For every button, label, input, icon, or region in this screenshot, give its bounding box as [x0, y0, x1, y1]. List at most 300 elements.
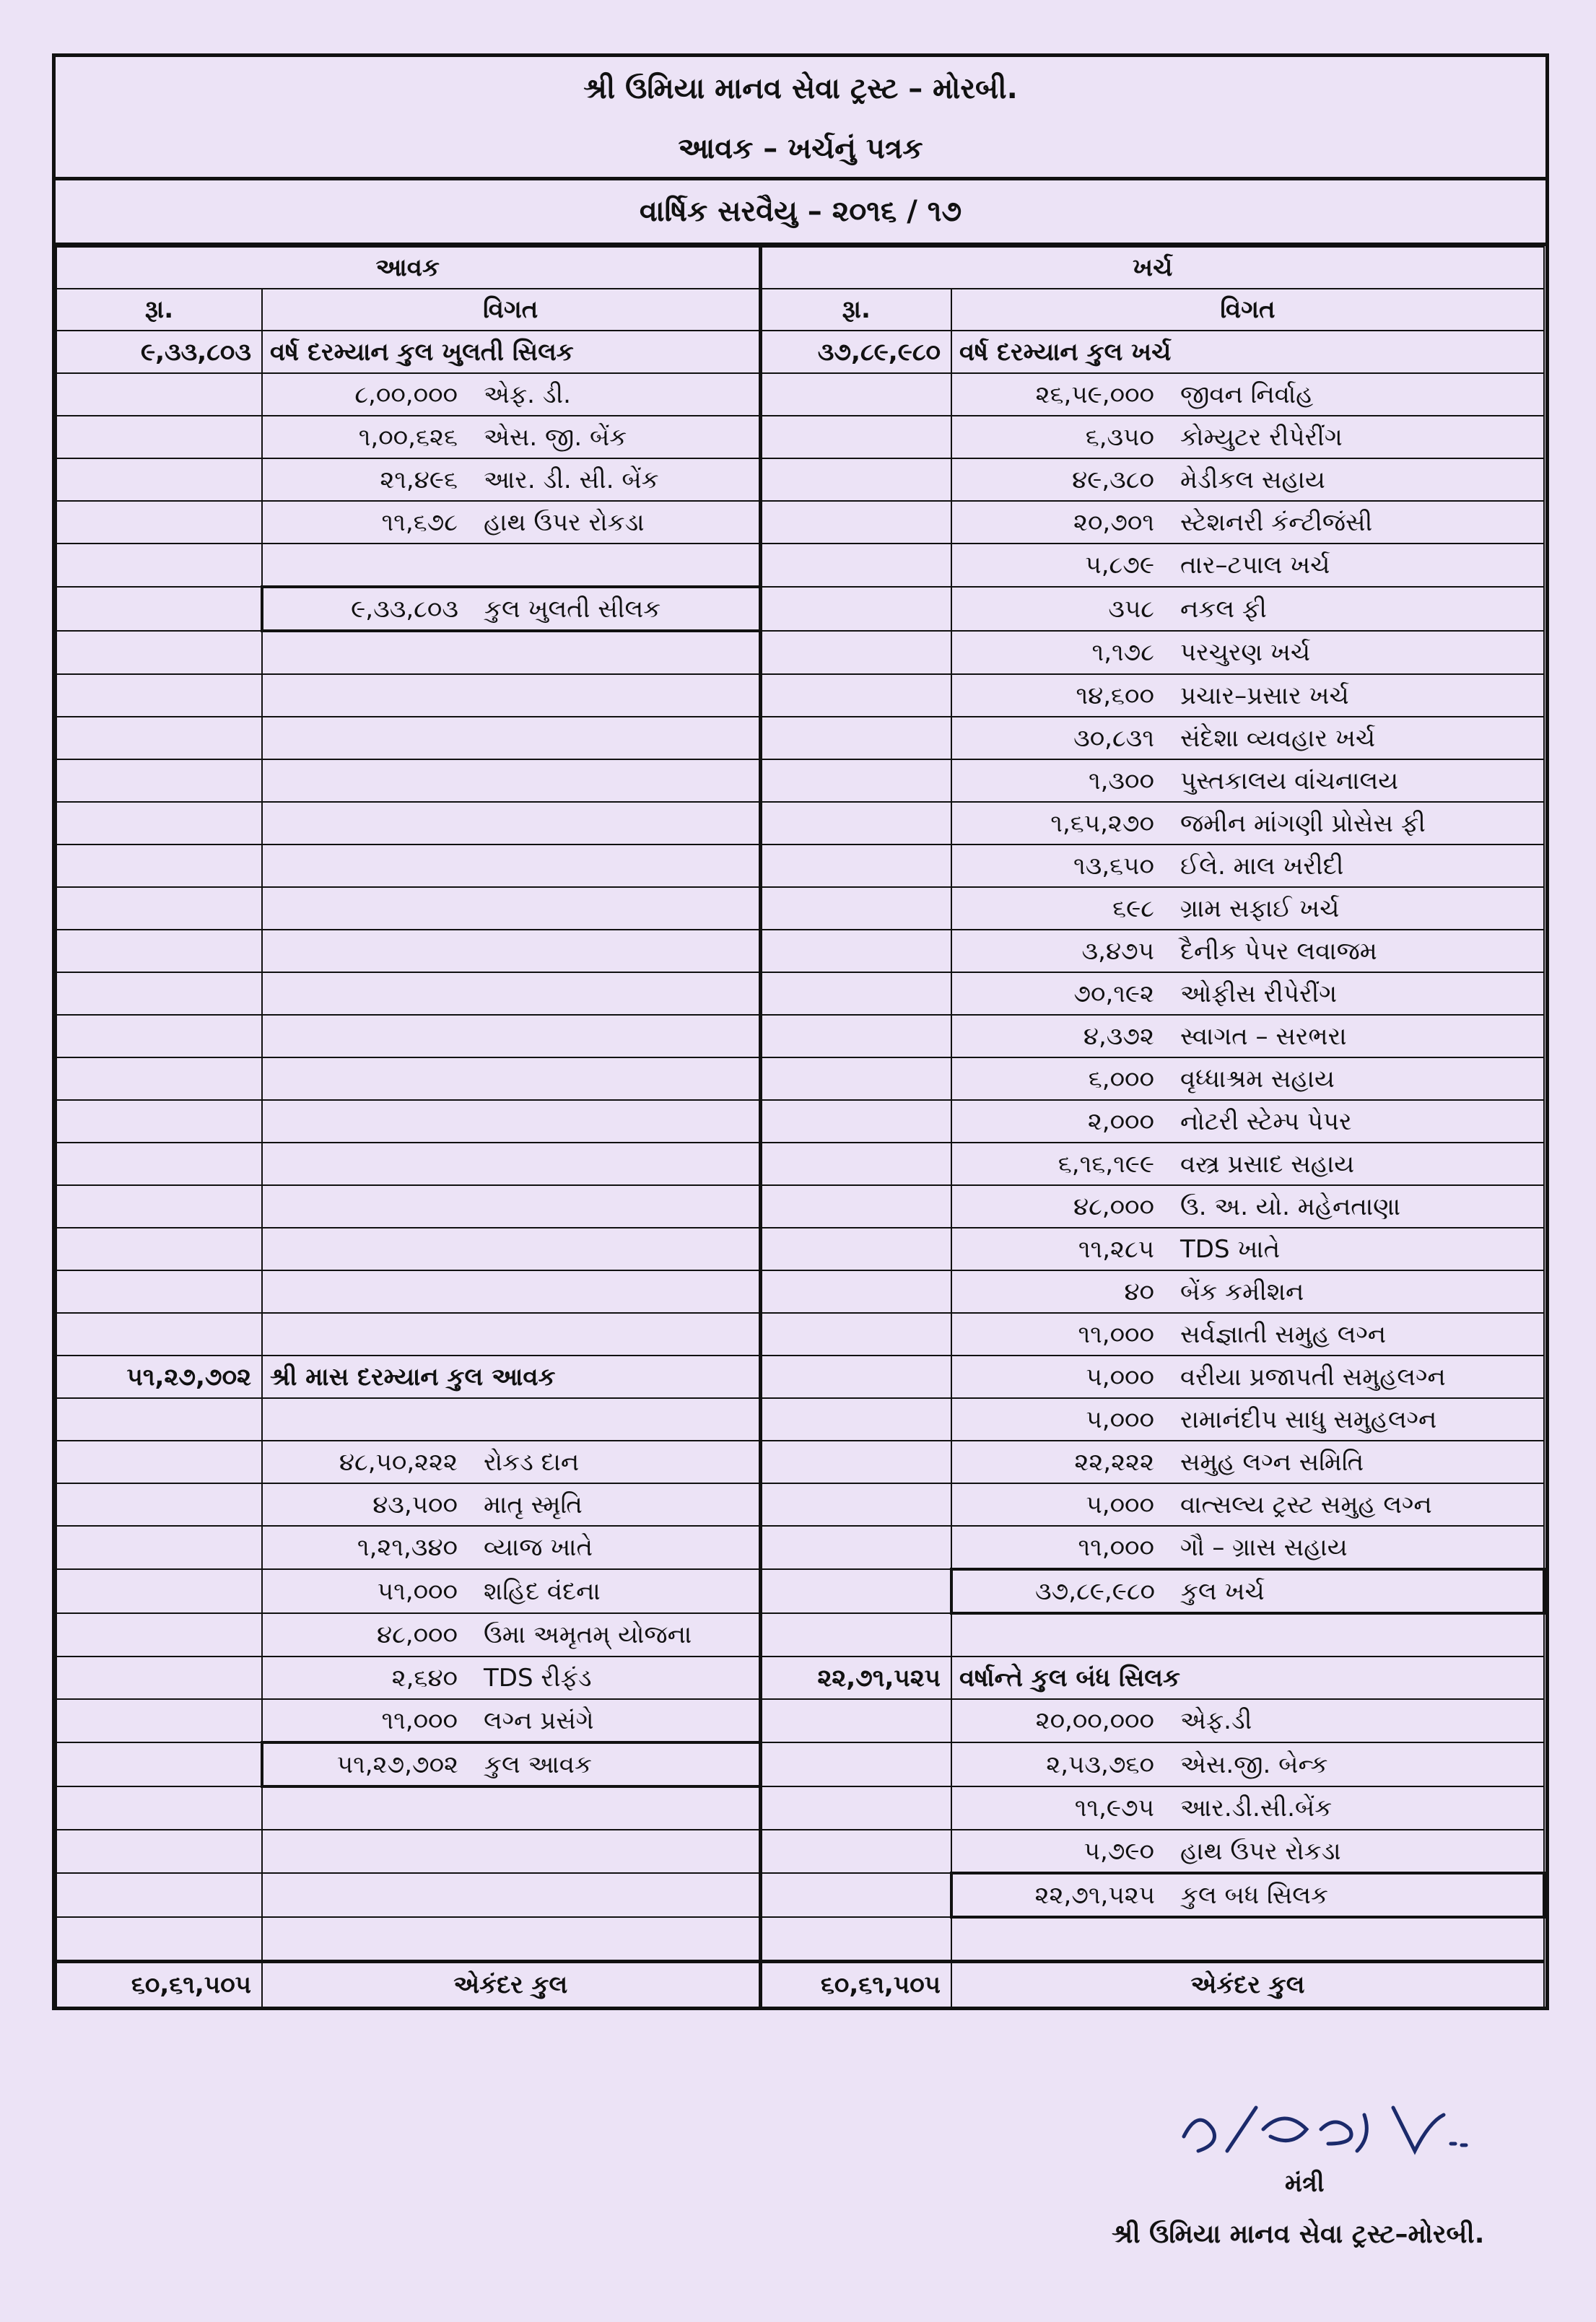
income-amount	[56, 501, 262, 544]
table-row	[56, 501, 1544, 544]
table-row	[56, 802, 1544, 844]
expense-detail-label: હાથ ઉપર રોકડા	[1180, 1836, 1341, 1866]
expense-sub-amount: ૧,૧૭૮	[1091, 638, 1154, 667]
expense-amount	[760, 1398, 951, 1441]
income-detail	[262, 1143, 760, 1185]
expense-detail	[951, 930, 1544, 972]
income-amount: ૯,૩૩,૮૦૩	[56, 331, 262, 373]
income-detail-label: શહિદ વંદના	[484, 1576, 601, 1606]
income-detail-label: કુલ આવક	[484, 1750, 592, 1779]
expense-detail	[951, 1143, 1544, 1185]
expense-grand-total: ૬૦,૬૧,૫૦૫	[760, 1962, 951, 2007]
expense-amount	[760, 844, 951, 887]
expense-detail-label: જમીન માંગણી પ્રોસેસ ફી	[1180, 808, 1426, 838]
expense-sub-amount: ૬૯૮	[1112, 894, 1154, 923]
table-row	[56, 1699, 1544, 1742]
income-amount	[56, 1742, 262, 1786]
income-amount	[56, 1057, 262, 1100]
expense-amount	[760, 1057, 951, 1100]
expense-rs-head: રૂા.	[760, 289, 951, 331]
income-amount	[56, 1917, 262, 1962]
table-row	[56, 1057, 1544, 1100]
expense-amount	[760, 1742, 951, 1786]
expense-detail-label: દૈનીક પેપર લવાજમ	[1180, 936, 1377, 966]
income-sub-amount: ૫૧,૨૭,૭૦૨	[336, 1750, 458, 1779]
table-row	[56, 1830, 1544, 1873]
expense-sub-amount: ૪૮,૦૦૦	[1073, 1192, 1154, 1221]
statement-subtitle: આવક – ખર્ચનું પત્રક	[56, 121, 1545, 180]
expense-amount	[760, 1613, 951, 1657]
expense-amount	[760, 887, 951, 930]
expense-detail-label: વર્ષાન્તે કુલ બંધ સિલક	[959, 1663, 1180, 1693]
expense-amount	[760, 373, 951, 416]
table-row	[56, 1270, 1544, 1313]
expense-detail	[951, 674, 1544, 717]
expense-detail	[951, 1873, 1544, 1917]
expense-sub-amount: ૩૦,૮૩૧	[1073, 723, 1154, 753]
income-sub-amount: ૮,૦૦,૦૦૦	[354, 380, 458, 409]
expense-detail	[951, 1356, 1544, 1398]
expense-grand-total-label: એકંદર કુલ	[951, 1962, 1544, 2007]
income-detail-label: ઉમા અમૃતમ્ યોજના	[484, 1620, 692, 1649]
expense-detail	[951, 458, 1544, 501]
expense-amount	[760, 802, 951, 844]
income-detail	[262, 1270, 760, 1313]
income-detail-label: લગ્ન પ્રસંગે	[484, 1706, 594, 1735]
table-row	[56, 1313, 1544, 1356]
income-detail	[262, 717, 760, 759]
expense-detail	[951, 887, 1544, 930]
expense-detail	[951, 1057, 1544, 1100]
expense-amount: ૩૭,૮૯,૯૮૦	[760, 331, 951, 373]
table-row	[56, 458, 1544, 501]
income-amount	[56, 674, 262, 717]
expense-amount	[760, 1483, 951, 1526]
expense-amount	[760, 1228, 951, 1270]
income-amount	[56, 1313, 262, 1356]
table-row	[56, 587, 1544, 631]
income-detail-label: આર. ડી. સી. બેંક	[484, 465, 659, 494]
section-header-row	[56, 247, 1544, 289]
income-detail	[262, 1699, 760, 1742]
table-row	[56, 1613, 1544, 1657]
income-detail	[262, 1356, 760, 1398]
income-detail	[262, 1483, 760, 1526]
income-detail	[262, 1873, 760, 1917]
income-sub-amount: ૧૧,૦૦૦	[381, 1706, 458, 1735]
income-amount	[56, 1699, 262, 1742]
income-amount	[56, 458, 262, 501]
income-amount	[56, 1015, 262, 1057]
expense-amount	[760, 1786, 951, 1830]
table-row	[56, 759, 1544, 802]
income-detail	[262, 458, 760, 501]
income-sub-amount: ૪૩,૫૦૦	[372, 1490, 458, 1519]
income-sub-amount: ૧૧,૬૭૮	[381, 507, 458, 537]
expense-detail-label: સમુહ લગ્ન સમિતિ	[1180, 1447, 1364, 1477]
expense-sub-amount: ૧૧,૦૦૦	[1078, 1532, 1154, 1562]
signatory-role: મંત્રી	[1285, 2169, 1325, 2198]
income-sub-amount: ૧,૨૧,૩૪૦	[357, 1533, 458, 1562]
expense-amount	[760, 416, 951, 458]
income-amount	[56, 631, 262, 674]
expense-amount	[760, 1185, 951, 1228]
expense-detail-label: સ્ટેશનરી કંન્ટીજંસી	[1180, 507, 1373, 537]
expense-amount	[760, 501, 951, 544]
expense-detail	[951, 844, 1544, 887]
expense-sub-amount: ૨,૦૦૦	[1087, 1107, 1154, 1136]
table-row	[56, 1228, 1544, 1270]
expense-detail	[951, 1742, 1544, 1786]
expense-amount	[760, 1143, 951, 1185]
expense-detail-label: સર્વજ્ઞાતી સમુહ લગ્ન	[1180, 1319, 1387, 1349]
income-detail	[262, 1786, 760, 1830]
table-row	[56, 1569, 1544, 1613]
expense-sub-amount: ૧૧,૦૦૦	[1078, 1319, 1154, 1349]
income-sub-amount: ૧,૦૦,૬૨૬	[358, 422, 458, 452]
table-row	[56, 1657, 1544, 1699]
expense-amount	[760, 759, 951, 802]
income-detail	[262, 887, 760, 930]
table-row	[56, 887, 1544, 930]
expense-detail-label: નોટરી સ્ટેમ્પ પેપર	[1180, 1107, 1352, 1136]
income-detail	[262, 1657, 760, 1699]
table-row	[56, 1917, 1544, 1962]
income-amount	[56, 1100, 262, 1143]
expense-amount	[760, 1313, 951, 1356]
expense-detail	[951, 1830, 1544, 1873]
income-amount	[56, 759, 262, 802]
table-row	[56, 972, 1544, 1015]
income-amount	[56, 1569, 262, 1613]
expense-amount	[760, 972, 951, 1015]
expense-detail-label: એફ.ડી	[1180, 1706, 1252, 1735]
expense-detail-label: પુસ્તકાલય વાંચનાલય	[1180, 766, 1399, 795]
table-row	[56, 1526, 1544, 1569]
income-sub-amount: ૨,૬૪૦	[391, 1663, 458, 1693]
income-detail	[262, 1526, 760, 1569]
expense-detail	[951, 1526, 1544, 1569]
expense-detail-label: વાત્સલ્ય ટ્રસ્ટ સમુહ લગ્ન	[1180, 1490, 1432, 1519]
table-row	[56, 930, 1544, 972]
income-amount	[56, 1786, 262, 1830]
expense-sub-amount: ૨,૫૩,૭૬૦	[1046, 1750, 1154, 1779]
income-detail	[262, 1613, 760, 1657]
expense-detail	[951, 631, 1544, 674]
expense-sub-amount: ૬,૩૫૦	[1085, 422, 1154, 452]
income-head: આવક	[56, 247, 760, 289]
expense-detail	[951, 1270, 1544, 1313]
accounts-table	[56, 246, 1545, 2007]
expense-amount	[760, 1015, 951, 1057]
income-amount	[56, 1185, 262, 1228]
expense-detail-label: વરીયા પ્રજાપતી સમુહલગ્ન	[1180, 1362, 1446, 1392]
expense-sub-amount: ૭૦,૧૯૨	[1073, 979, 1154, 1008]
income-amount	[56, 1873, 262, 1917]
income-amount	[56, 972, 262, 1015]
income-amount	[56, 1483, 262, 1526]
expense-detail-label: આર.ડી.સી.બેંક	[1180, 1794, 1333, 1823]
table-row	[56, 1100, 1544, 1143]
expense-amount	[760, 1356, 951, 1398]
expense-detail	[951, 331, 1544, 373]
expense-head: ખર્ચ	[760, 247, 1544, 289]
expense-sub-amount: ૧,૩૦૦	[1088, 766, 1154, 795]
income-detail	[262, 1100, 760, 1143]
expense-sub-amount: ૩૭,૮૯,૯૮૦	[1034, 1576, 1155, 1606]
expense-detail-label: બેંક કમીશન	[1180, 1277, 1304, 1306]
expense-sub-amount: ૬,૦૦૦	[1088, 1064, 1154, 1094]
income-detail	[262, 1057, 760, 1100]
expense-detail-label: કુલ ખર્ચ	[1181, 1576, 1265, 1606]
income-amount	[56, 887, 262, 930]
income-detail	[262, 802, 760, 844]
expense-detail	[951, 1015, 1544, 1057]
income-detail	[262, 759, 760, 802]
income-detail	[262, 1313, 760, 1356]
expense-detail	[951, 802, 1544, 844]
income-detail	[262, 844, 760, 887]
expense-sub-amount: ૫,૭૯૦	[1083, 1836, 1154, 1866]
income-amount	[56, 1398, 262, 1441]
income-detail	[262, 416, 760, 458]
income-detail	[262, 544, 760, 587]
income-grand-total-label: એકંદર કુલ	[262, 1962, 760, 2007]
income-rs-head: રૂા.	[56, 289, 262, 331]
expense-detail-label: TDS ખાતે	[1180, 1234, 1281, 1264]
income-detail	[262, 1441, 760, 1483]
income-amount: ૫૧,૨૭,૭૦૨	[56, 1356, 262, 1398]
income-detail-label: કુલ ખુલતી સીલક	[484, 594, 661, 624]
income-detail	[262, 331, 760, 373]
expense-detail-label: સંદેશા વ્યવહાર ખર્ચ	[1180, 723, 1376, 753]
expense-sub-amount: ૪૦	[1124, 1277, 1154, 1306]
expense-sub-amount: ૪,૩૭૨	[1083, 1021, 1154, 1051]
income-detail-label: વર્ષ દરમ્યાન કુલ ખુલતી સિલક	[270, 337, 574, 367]
expense-detail	[951, 1657, 1544, 1699]
income-detail	[262, 1398, 760, 1441]
income-detail-label: TDS રીફંડ	[484, 1663, 592, 1693]
income-detail	[262, 1742, 760, 1786]
expense-detail	[951, 1313, 1544, 1356]
income-detail	[262, 1015, 760, 1057]
income-detail-label: વ્યાજ ખાતે	[484, 1533, 593, 1562]
table-row	[56, 1873, 1544, 1917]
trust-title: શ્રી ઉમિયા માનવ સેવા ટ્રસ્ટ – મોરબી.	[583, 72, 1018, 105]
expense-amount	[760, 1270, 951, 1313]
income-detail-label: એસ. જી. બેંક	[484, 422, 627, 452]
expense-sub-amount: ૫,૦૦૦	[1086, 1362, 1154, 1392]
expense-detail	[951, 1398, 1544, 1441]
table-row	[56, 1483, 1544, 1526]
expense-sub-amount: ૨૦,૦૦,૦૦૦	[1035, 1706, 1154, 1735]
expense-amount	[760, 1699, 951, 1742]
expense-detail-label: કુલ બધ સિલક	[1181, 1880, 1328, 1910]
expense-amount: ૨૨,૭૧,૫૨૫	[760, 1657, 951, 1699]
expense-detail-label: તાર–ટપાલ ખર્ચ	[1180, 551, 1330, 580]
income-amount	[56, 1613, 262, 1657]
expense-sub-amount: ૧૧,૯૭૫	[1074, 1794, 1154, 1823]
income-amount	[56, 1228, 262, 1270]
expense-detail	[951, 1786, 1544, 1830]
income-sub-amount: ૨૧,૪૯૬	[380, 465, 458, 494]
expense-detail-label: સ્વાગત – સરભરા	[1180, 1021, 1347, 1051]
expense-detail-label: મેડીકલ સહાય	[1180, 465, 1325, 494]
income-detail-label: હાથ ઉપર રોકડા	[484, 507, 645, 537]
income-sub-amount: ૫૧,૦૦૦	[377, 1576, 458, 1606]
income-detail-label: માતૃ સ્મૃતિ	[484, 1490, 583, 1519]
income-amount	[56, 802, 262, 844]
expense-amount	[760, 1100, 951, 1143]
expense-detail-label: વર્ષ દરમ્યાન કુલ ખર્ચ	[959, 337, 1172, 367]
expense-detail-label: કોમ્યુટર રીપેરીંગ	[1180, 422, 1343, 452]
expense-amount	[760, 1569, 951, 1613]
trust-name-footer: શ્રી ઉમિયા માનવ સેવા ટ્રસ્ટ–મોરબી.	[1112, 2220, 1485, 2249]
expense-detail-label: જીવન નિર્વાહ	[1180, 380, 1314, 409]
expense-detail	[951, 759, 1544, 802]
expense-amount	[760, 930, 951, 972]
expense-amount	[760, 1830, 951, 1873]
expense-amount	[760, 631, 951, 674]
table-row	[56, 544, 1544, 587]
income-sub-amount: ૪૮,૫૦,૨૨૨	[339, 1447, 458, 1477]
income-detail	[262, 1917, 760, 1962]
expense-sub-amount: ૫,૦૦૦	[1086, 1490, 1154, 1519]
expense-detail	[951, 972, 1544, 1015]
income-detail	[262, 1185, 760, 1228]
expense-detail-label: પરચુરણ ખર્ચ	[1180, 638, 1311, 667]
table-row	[56, 631, 1544, 674]
expense-sub-amount: ૧૩,૬૫૦	[1073, 851, 1154, 881]
expense-sub-amount: ૨૨,૭૧,૫૨૫	[1034, 1880, 1155, 1910]
income-amount	[56, 587, 262, 631]
expense-amount	[760, 1917, 951, 1962]
expense-detail	[951, 1100, 1544, 1143]
income-amount	[56, 1143, 262, 1185]
expense-detail	[951, 717, 1544, 759]
expense-detail	[951, 587, 1544, 631]
income-amount	[56, 1526, 262, 1569]
expense-detail	[951, 501, 1544, 544]
expense-amount	[760, 717, 951, 759]
income-amount	[56, 416, 262, 458]
table-row	[56, 1441, 1544, 1483]
table-row	[56, 1143, 1544, 1185]
expense-detail	[951, 1917, 1544, 1962]
expense-amount	[760, 674, 951, 717]
income-amount	[56, 544, 262, 587]
income-detail	[262, 930, 760, 972]
income-sub-amount: ૯,૩૩,૮૦૩	[351, 594, 458, 624]
expense-sub-amount: ૧૧,૨૮૫	[1078, 1234, 1154, 1264]
expense-sub-amount: ૨૨,૨૨૨	[1074, 1447, 1154, 1477]
expense-detail	[951, 1613, 1544, 1657]
expense-amount	[760, 1873, 951, 1917]
grand-total-row	[56, 1962, 1544, 2007]
expense-detail	[951, 416, 1544, 458]
income-amount	[56, 930, 262, 972]
expense-sub-amount: ૫,૮૭૯	[1085, 551, 1154, 580]
expense-detail-label: પ્રચાર–પ્રસાર ખર્ચ	[1180, 681, 1349, 710]
income-amount	[56, 1830, 262, 1873]
expense-detail	[951, 1185, 1544, 1228]
income-sub-amount: ૪૮,૦૦૦	[377, 1620, 458, 1649]
income-amount	[56, 1441, 262, 1483]
expense-sub-amount: ૩,૪૭૫	[1081, 936, 1154, 966]
income-amount	[56, 373, 262, 416]
table-row	[56, 844, 1544, 887]
expense-detail-label: ઈલે. માલ ખરીદી	[1180, 851, 1344, 881]
expense-amount	[760, 1526, 951, 1569]
income-amount	[56, 717, 262, 759]
expense-sub-amount: ૪૯,૩૮૦	[1072, 465, 1154, 494]
column-header-row	[56, 289, 1544, 331]
expense-amount	[760, 587, 951, 631]
income-detail-label: રોકડ દાન	[484, 1447, 580, 1477]
expense-detail-label: રામાનંદીપ સાધુ સમુહલગ્ન	[1180, 1405, 1437, 1434]
expense-sub-amount: ૬,૧૬,૧૯૯	[1058, 1149, 1154, 1179]
expense-detail	[951, 1441, 1544, 1483]
expense-amount	[760, 458, 951, 501]
income-detail	[262, 1569, 760, 1613]
income-amount	[56, 844, 262, 887]
income-detail	[262, 1228, 760, 1270]
expense-detail	[951, 1569, 1544, 1613]
expense-detail	[951, 544, 1544, 587]
expense-sub-amount: ૧૪,૬૦૦	[1076, 681, 1154, 710]
table-row	[56, 416, 1544, 458]
expense-detail-label: ઉ. અ. યો. મહેનતાણા	[1180, 1192, 1401, 1221]
expense-detail-label: નકલ ફી	[1180, 594, 1267, 624]
income-detail-label: એફ. ડી.	[484, 380, 571, 409]
year-title: વાર્ષિક સરવૈયુ – ૨૦૧૬ / ૧૭	[56, 180, 1545, 246]
expense-detail	[951, 1228, 1544, 1270]
signature-scribble	[1177, 2093, 1480, 2165]
expense-detail	[951, 373, 1544, 416]
table-row	[56, 1742, 1544, 1786]
income-amount	[56, 1657, 262, 1699]
income-detail	[262, 501, 760, 544]
expense-sub-amount: ૨૦,૭૦૧	[1073, 507, 1154, 537]
expense-amount	[760, 544, 951, 587]
expense-sub-amount: ૨૬,૫૯,૦૦૦	[1035, 380, 1154, 409]
income-detail	[262, 373, 760, 416]
expense-detail-label: વૃધ્ધાશ્રમ સહાય	[1180, 1064, 1335, 1094]
expense-amount	[760, 1441, 951, 1483]
expense-sub-amount: ૩૫૮	[1108, 594, 1154, 624]
expense-sub-amount: ૫,૦૦૦	[1086, 1405, 1154, 1434]
expense-detail-head: વિગત	[951, 289, 1544, 331]
income-grand-total: ૬૦,૬૧,૫૦૫	[56, 1962, 262, 2007]
table-row	[56, 674, 1544, 717]
expense-detail-label: ગ્રામ સફાઈ ખર્ચ	[1180, 894, 1340, 923]
expense-detail-label: ઓફીસ રીપેરીંગ	[1180, 979, 1338, 1008]
income-detail	[262, 631, 760, 674]
expense-detail-label: વસ્ત્ર પ્રસાદ સહાય	[1180, 1149, 1355, 1179]
table-row	[56, 373, 1544, 416]
income-detail	[262, 972, 760, 1015]
table-row	[56, 1356, 1544, 1398]
expense-detail-label: એસ.જી. બેન્ક	[1180, 1750, 1328, 1779]
table-row	[56, 1786, 1544, 1830]
income-amount	[56, 1270, 262, 1313]
expense-detail-label: ગૌ – ગ્રાસ સહાય	[1180, 1532, 1348, 1562]
table-row	[56, 1398, 1544, 1441]
income-detail	[262, 674, 760, 717]
income-detail-head: વિગત	[262, 289, 760, 331]
table-row	[56, 1015, 1544, 1057]
table-row	[56, 1185, 1544, 1228]
